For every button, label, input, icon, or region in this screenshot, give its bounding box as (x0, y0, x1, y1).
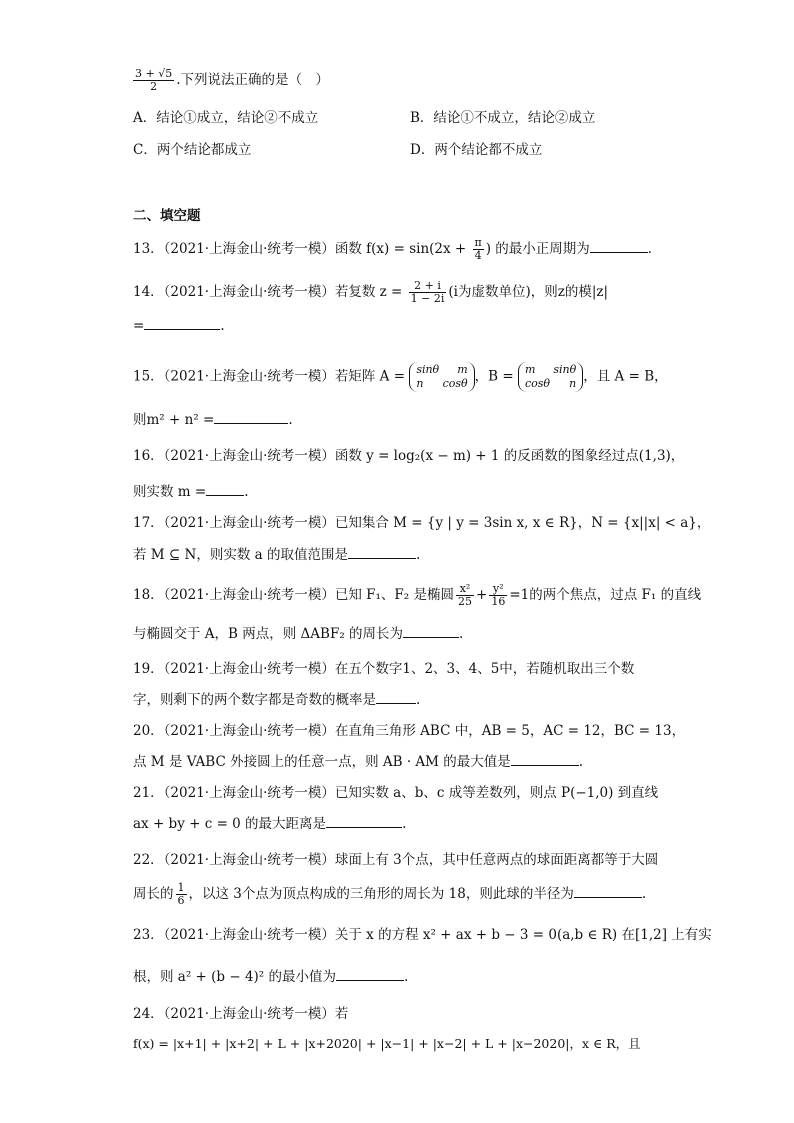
question-16-line2: 则实数 m = . (133, 484, 249, 500)
fraction: $\frac{\text{y²}}{16}$ (491, 582, 506, 608)
question-21-line2: ax + by + c = 0 的最大距离是 . (133, 816, 407, 832)
question-14: 14．（2021·上海金山·统考一模）若复数 z = $\frac{2 + i}{1 - 2i}$ (i为虚数单位)，则z的模|z| (133, 279, 609, 305)
fraction: $\frac{\pi}{4}$ (474, 236, 482, 262)
fraction: $\frac{3 + √5}{2}$ (135, 67, 173, 93)
answer-blank (348, 546, 416, 559)
fraction: $\frac{\text{x²}}{25}$ (458, 582, 473, 608)
answer-blank (206, 483, 244, 496)
answer-blank (326, 815, 402, 828)
answer-blank (403, 625, 459, 638)
question-22: 22．（2021·上海金山·统考一模）球面上有 3个点，其中任意两点的球面距离都等于大圆 (133, 852, 659, 868)
matrix-b: m sinθ cosθ n (518, 362, 583, 392)
question-24: 24．（2021·上海金山·统考一模）若 (133, 1006, 349, 1022)
question-23-line2: 根，则 a² + (b − 4)² 的最小值为 . (133, 969, 409, 985)
answer-blank (336, 968, 404, 981)
question-23: 23．（2021·上海金山·统考一模）关于 x 的方程 x² + ax + b − 3 = 0(a,b ∈ R) 在[1,2] 上有实 (133, 927, 712, 943)
answer-blank (590, 240, 648, 253)
answer-blank (144, 317, 220, 330)
question-20-line2: 点 M 是 VABC 外接圆上的任意一点，则 AB · AM 的最大值是 . (133, 754, 584, 770)
question-18: 18．（2021·上海金山·统考一模）已知 F₁、F₂ 是椭圆 $\frac{\text{x²}}{25}$ + $\frac{\text{y²}}{16}$ =1的两个焦点，过点 F₁ 的直线 (133, 582, 702, 608)
option-a: A．结论①成立，结论②不成立 (133, 110, 319, 126)
question-15: 15．（2021·上海金山·统考一模）若矩阵 A = sinθ m n cosθ ，B = m sinθ cosθ n ，且 A = B， (133, 363, 668, 390)
option-c: C．两个结论都成立 (133, 142, 252, 158)
q12-tail: $\frac{3 + √5}{2}$ .下列说法正确的是（ ） (135, 67, 330, 93)
question-24-line2: f(x) = |x+1| + |x+2| + L + |x+2020| + |x−1| + |x−2| + L + |x−2020|，x ∈ R，且 (133, 1036, 641, 1051)
question-22-line2: 周长的 $\frac{1}{6}$ ，以这 3个点为顶点构成的三角形的周长为 18，则此球的半径为 . (133, 881, 647, 907)
fraction: $\frac{1}{6}$ (177, 881, 185, 907)
question-17-line2: 若 M ⊆ N，则实数 a 的取值范围是 . (133, 547, 421, 563)
answer-blank (511, 753, 579, 766)
answer-blank (574, 885, 642, 898)
answer-blank (214, 411, 288, 424)
question-17: 17．（2021·上海金山·统考一模）已知集合 M = {y | y = 3sin x, x ∈ R}，N = {x||x| < a}， (133, 515, 711, 531)
question-14-line2: = . (133, 318, 225, 334)
section-title: 二、填空题 (133, 208, 201, 224)
option-d: D．两个结论都不成立 (410, 142, 543, 158)
question-15-line2: 则m² + n² = . (133, 412, 293, 428)
question-19-line2: 字，则剩下的两个数字都是奇数的概率是 . (133, 692, 421, 708)
question-13: 13．（2021·上海金山·统考一模）函数 f(x) = sin(2x + $\frac{\pi}{4}$ ) 的最小正周期为 ． (133, 236, 662, 262)
question-16: 16．（2021·上海金山·统考一模）函数 y = log₂(x − m) + 1 的反函数的图象经过点(1,3)， (133, 448, 685, 464)
answer-blank (376, 691, 416, 704)
question-18-line2: 与椭圆交于 A，B 两点，则 ΔABF₂ 的周长为 . (133, 626, 464, 642)
question-19: 19．（2021·上海金山·统考一模）在五个数字1、2、3、4、5中，若随机取出三个数 (133, 661, 635, 677)
question-21: 21．（2021·上海金山·统考一模）已知实数 a、b、c 成等差数列，则点 P(−1,0) 到直线 (133, 785, 659, 801)
option-b: B．结论①不成立，结论②成立 (410, 110, 596, 126)
matrix-a: sinθ m n cosθ (409, 362, 474, 392)
question-20: 20．（2021·上海金山·统考一模）在直角三角形 ABC 中，AB = 5，AC = 12，BC = 13， (133, 723, 686, 739)
fraction: $\frac{2 + i}{1 - 2i}$ (410, 279, 445, 305)
